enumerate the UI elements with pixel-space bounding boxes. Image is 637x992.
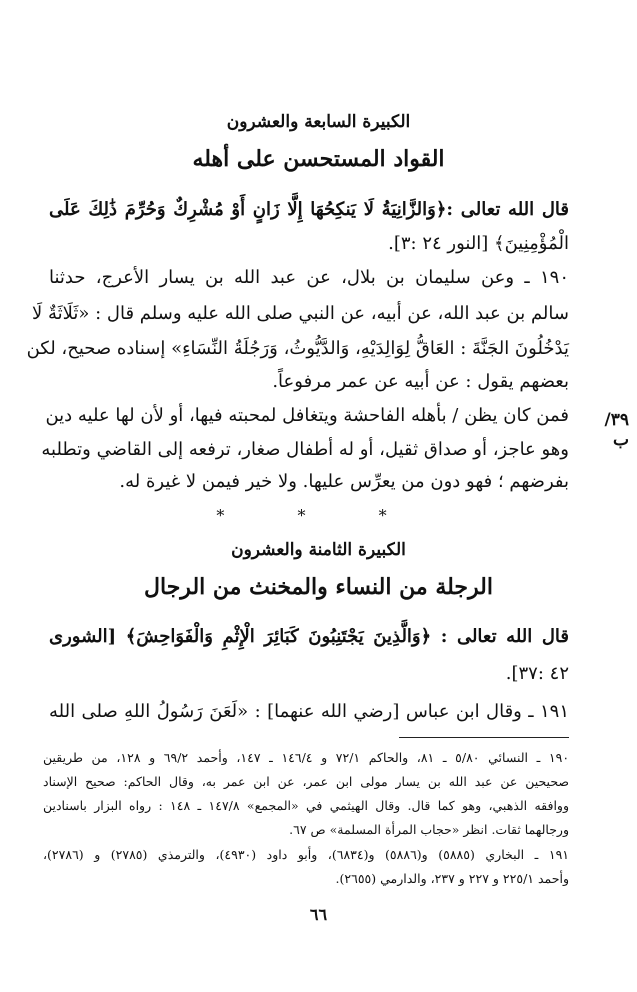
text-line: ١٩١ ـ وقال ابن عباس [رضي الله عنهما] : «لَعَنَ رَسُولُ اللهِ صلى الله	[49, 701, 569, 722]
footnote-line: صحيحين عن عبد الله بن يسار مولى ابن عمر، عن ابن عمر به، وقال الحاكم: صحيح الإسناد	[43, 774, 569, 789]
footnote-line: وأحمد ٢٢٥/١ و ٢٢٧ و ٢٣٧، والدارمي (٢٦٥٥).	[335, 871, 569, 886]
footnote-line: ورجالهما ثقات. انظر «حجاب المرأة المسلمة» ص ٦٧.	[289, 822, 569, 837]
chapter-title-27: الكبيرة السابعة والعشرون	[226, 112, 411, 132]
footnote-line: ١٩٠ ـ النسائي ٥/٨٠ ـ ٨١، والحاكم ٧٢/١ و ١٤٦/٤ ـ ١٤٧، وأحمد ٦٩/٢ و ١٢٨، من طريقين	[43, 750, 570, 765]
text-line: بعضهم يقول : عن أبيه عن عمر مرفوعاً.	[272, 371, 569, 392]
text-line: ٤٢ :٣٧].	[505, 663, 569, 684]
text-line: ١٩٠ ـ وعن سليمان بن بلال، عن عبد الله بن يسار الأعرج، حدثنا	[49, 267, 569, 288]
text-line: وهو عاجز، أو صداق ثقيل، أو له أطفال صغار، ترفعه إلى القاضي وتطلبه	[41, 439, 569, 460]
text-line: الْمُؤْمِنِينَ﴾ [النور ٢٤ :٣].	[388, 233, 569, 254]
chapter-subtitle-28: الرجلة من النساء والمخنث من الرجال	[144, 574, 493, 600]
footnote-rule	[399, 737, 569, 738]
page-number: ٦٦	[309, 905, 328, 924]
section-separator: * * *	[216, 506, 421, 525]
chapter-subtitle-27: القواد المستحسن على أهله	[192, 146, 445, 172]
text-line: فمن كان يظن / بأهله الفاحشة ويتغافل لمحبته فيها، أو لأن لها عليه دين	[45, 405, 569, 426]
text-line: قال الله تعالى :﴿وَالزَّانِيَةُ لَا يَنكِحُهَا إِلَّا زَانٍ أَوْ مُشْرِكٌ وَحُرِّمَ ذَٰلِكَ عَلَى	[49, 199, 569, 220]
margin-folio-note: ٣٩/ب	[604, 410, 629, 450]
text-line: يَدْخُلُونَ الجَنَّةَ : العَاقُّ لِوَالِدَيْهِ، وَالدَّيُّوثُ، وَرَجُلَةُ النِّسَاءِ» إسناده صحيح، لكن	[26, 338, 569, 359]
chapter-title-28: الكبيرة الثامنة والعشرون	[231, 540, 406, 560]
footnote-line: ١٩١ ـ البخاري (٥٨٨٥) و(٥٨٨٦) و(٦٨٣٤)، وأبو داود (٤٩٣٠)، والترمذي (٢٧٨٥) و (٢٧٨٦)،	[43, 847, 570, 862]
text-line: قال الله تعالى : ﴿وَالَّذِينَ يَجْتَنِبُونَ كَبَائِرَ الْإِثْمِ وَالْفَوَاحِشَ﴾ [الشورى	[49, 626, 569, 647]
footnote-line: ووافقه الذهبي، وهو كما قال. وقال الهيثمي في «المجمع» ١٤٧/٨ ـ ١٤٨ : رواه البزار باسنادين	[43, 798, 570, 813]
text-line: سالم بن عبد الله، عن أبيه، عن النبي صلى الله عليه وسلم قال : «ثَلَاثَةٌ لَا	[32, 303, 569, 324]
text-line: بفرضهم ؛ فهو دون من يعرِّس عليها. ولا خير فيمن لا غيرة له.	[119, 471, 569, 492]
